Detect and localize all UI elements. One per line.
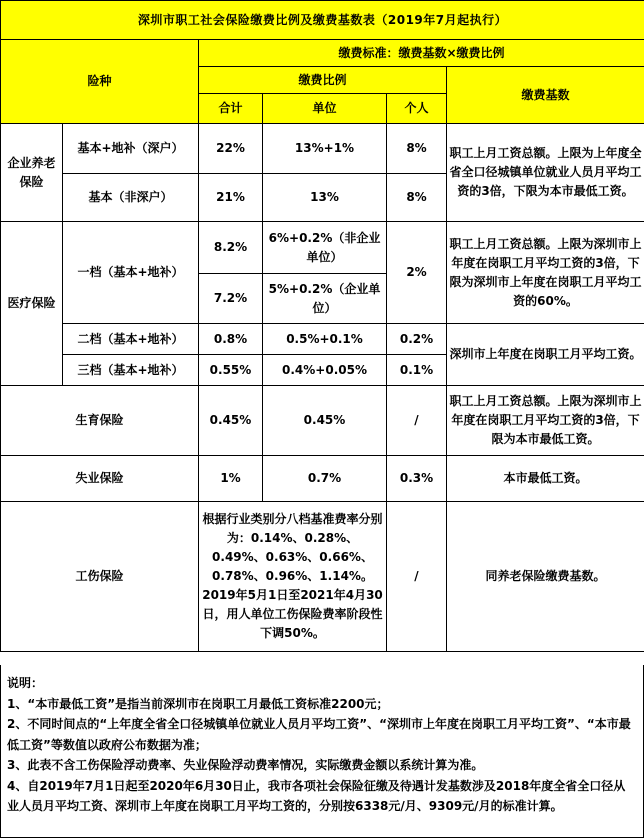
medical-tier1-employer-2: 5%+0.2%（企业单位） (263, 274, 387, 324)
injury-name: 工伤保险 (1, 502, 199, 652)
medical-tier1-sub: 一档（基本+地补） (63, 222, 199, 324)
maternity-employer: 0.45% (263, 386, 387, 456)
medical-tier1-total-2: 7.2% (199, 274, 263, 324)
injury-rate: 根据行业类别分八档基准费率分别为：0.14%、0.28%、0.49%、0.63%、0.66%、0.78%、0.96%、1.14%。2019年5月1日至2021年4月30日，用人单位工伤保险费率阶段性下调50%。 (199, 502, 387, 652)
note-item-4: 4、自2019年7月1日起至2020年6月30日止，我市各项社会保险征缴及待遇计发基数涉及2018年度全省全口径从业人员月平均工资、深圳市上年度在岗职工月平均工资的，分别按6338元/月、9309元/月的标准计算。 (7, 778, 626, 813)
notes-section (0, 665, 644, 838)
page-title: 深圳市职工社会保险缴费比例及缴费基数表（2019年7月起执行） (1, 1, 644, 40)
note-item-3: 3、此表不含工伤保险浮动费率、失业保险浮动费率情况，实际缴费金额以系统计算为准。 (7, 758, 484, 772)
notes-heading: 说明： (7, 676, 44, 690)
medical-tier23-base: 深圳市上年度在岗职工月平均工资。 (447, 324, 644, 386)
injury-individual: / (387, 502, 447, 652)
unemployment-name: 失业保险 (1, 456, 199, 502)
ratio-header: 缴费比例 (199, 67, 447, 94)
medical-tier2-sub: 二档（基本+地补） (63, 324, 199, 355)
pension-total-2: 21% (199, 174, 263, 222)
base-header: 缴费基数 (447, 67, 644, 124)
medical-tier1-base: 职工上月工资总额。上限为深圳市上年度在岗职工月平均工资的3倍，下限为深圳市上年度在岗职工月平均工资的60%。 (447, 222, 644, 324)
maternity-name: 生育保险 (1, 386, 199, 456)
medical-tier1-individual: 2% (387, 222, 447, 324)
unemployment-employer: 0.7% (263, 456, 387, 502)
pension-employer-2: 13% (263, 174, 387, 222)
pension-name: 企业养老保险 (1, 124, 63, 222)
unemployment-total: 1% (199, 456, 263, 502)
standard-header: 缴费标准：缴费基数×缴费比例 (199, 40, 644, 67)
medical-tier3-total: 0.55% (199, 355, 263, 386)
pension-individual-2: 8% (387, 174, 447, 222)
medical-tier3-employer: 0.4%+0.05% (263, 355, 387, 386)
medical-tier2-individual: 0.2% (387, 324, 447, 355)
pension-base: 职工上月工资总额。上限为上年度全省全口径城镇单位就业人员月平均工资的3倍，下限为本市最低工资。 (447, 124, 644, 222)
medical-tier1-employer-1: 6%+0.2%（非企业单位） (263, 222, 387, 274)
medical-tier3-sub: 三档（基本+地补） (63, 355, 199, 386)
insurance-type-header: 险种 (1, 40, 199, 124)
medical-name: 医疗保险 (1, 222, 63, 386)
unemployment-base: 本市最低工资。 (447, 456, 644, 502)
unemployment-individual: 0.3% (387, 456, 447, 502)
maternity-base: 职工上月工资总额。上限为深圳市上年度在岗职工月平均工资的3倍，下限为本市最低工资。 (447, 386, 644, 456)
medical-tier2-total: 0.8% (199, 324, 263, 355)
medical-tier3-individual: 0.1% (387, 355, 447, 386)
maternity-individual: / (387, 386, 447, 456)
medical-tier1-total-1: 8.2% (199, 222, 263, 274)
injury-base: 同养老保险缴费基数。 (447, 502, 644, 652)
pension-sub-2: 基本（非深户） (63, 174, 199, 222)
pension-employer-1: 13%+1% (263, 124, 387, 174)
maternity-total: 0.45% (199, 386, 263, 456)
employer-header: 单位 (263, 94, 387, 124)
medical-tier2-employer: 0.5%+0.1% (263, 324, 387, 355)
note-item-1: 1、“本市最低工资”是指当前深圳市在岗职工月最低工资标准2200元； (7, 696, 389, 711)
pension-sub-1: 基本+地补（深户） (63, 124, 199, 174)
pension-individual-1: 8% (387, 124, 447, 174)
note-item-2: 2、不同时间点的“上年度全省全口径城镇单位就业人员月平均工资”、“深圳市上年度在岗职工月平均工资”、“本市最低工资”等数值以政府公布数据为准； (7, 717, 631, 752)
pension-total-1: 22% (199, 124, 263, 174)
total-header: 合计 (199, 94, 263, 124)
individual-header: 个人 (387, 94, 447, 124)
